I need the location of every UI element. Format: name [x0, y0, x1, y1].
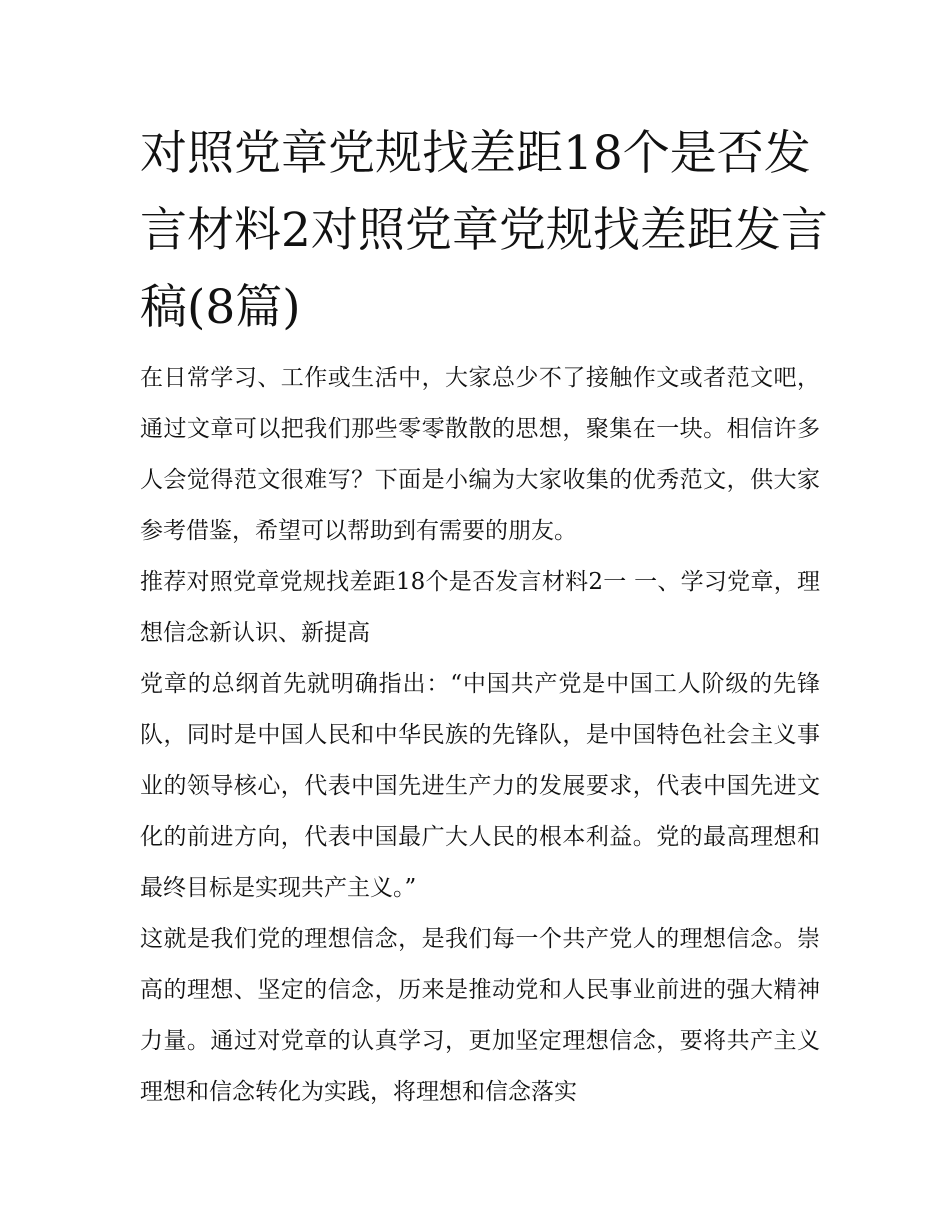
- paragraph-party-constitution-quote: 党章的总纲首先就明确指出：“中国共产党是中国工人阶级的先锋队，同时是中国人民和中华民族的先锋队，是中国特色社会主义事业的领导核心，代表中国先进生产力的发展要求，代表中国先进文化的前进方向，代表中国最广大人民的根本利益。党的最高理想和最终目标是实现共产主义。”: [140, 671, 820, 901]
- paragraph-section-heading: 推荐对照党章党规找差距18个是否发言材料2一 一、学习党章，理想信念新认识、新提高: [140, 569, 820, 646]
- paragraph-ideals-beliefs: 这就是我们党的理想信念，是我们每一个共产党人的理想信念。崇高的理想、坚定的信念，历来是推动党和人民事业前进的强大精神力量。通过对党章的认真学习，更加坚定理想信念，要将共产主义理想和信念转化为实践，将理想和信念落实: [140, 926, 820, 1105]
- document-body: [140, 353, 820, 1118]
- document-title: 对照党章党规找差距18个是否发言材料2对照党章党规找差距发言稿(8篇): [140, 126, 828, 335]
- paragraph-intro: 在日常学习、工作或生活中，大家总少不了接触作文或者范文吧，通过文章可以把我们那些零零散散的思想，聚集在一块。相信许多人会觉得范文很难写？下面是小编为大家收集的优秀范文，供大家参考借鉴，希望可以帮助到有需要的朋友。: [140, 365, 820, 544]
